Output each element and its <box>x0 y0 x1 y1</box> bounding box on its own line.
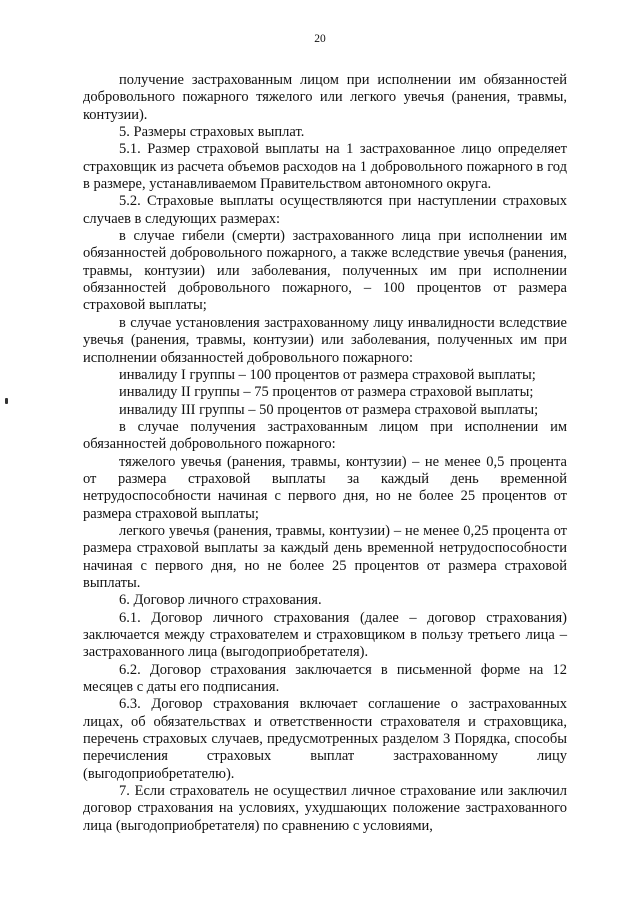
section-heading-6: 6. Договор личного страхования. <box>119 592 322 609</box>
list-item-group-2: инвалиду II группы – 75 процентов от размера страховой выплаты; <box>119 384 534 401</box>
list-item-group-3: инвалиду III группы – 50 процентов от размера страховой выплаты; <box>119 401 539 418</box>
section-heading-5: 5. Размеры страховых выплат. <box>119 124 305 141</box>
scan-artifact-mark <box>5 398 8 404</box>
paragraph-5-1: 5.1. Размер страховой выплаты на 1 застрахованное лицо определяет страховщик из расчета объемов расходов на 1 добровольного пожарного в год в размере, устанавливаемом Правительством автономного округа. <box>83 141 567 193</box>
document-body <box>83 72 567 835</box>
paragraph-6-3: 6.3. Договор страхования включает соглашение о застрахованных лицах, об обязательствах и ответственности страхователя и страховщика, перечень страховых случаев, предусмотренных разделом 3 Порядка, способы перечисления страховых выплат застрахованному лицу (выгодоприобретателю). <box>83 696 567 782</box>
paragraph-injury-case: в случае получения застрахованным лицом при исполнении им обязанностей добровольного пожарного: <box>83 418 567 453</box>
paragraph-5-2: 5.2. Страховые выплаты осуществляются при наступлении страховых случаев в следующих размерах: <box>83 193 567 227</box>
paragraph-light-injury: легкого увечья (ранения, травмы, контузии) – не менее 0,25 процента от размера страховой выплаты за каждый день временной нетрудоспособности начиная с первого дня, но не более 25 процентов от размера страховой выплаты. <box>83 522 567 591</box>
paragraph-death-case: в случае гибели (смерти) застрахованного лица при исполнении им обязанностей добровольного пожарного, а также вследствие увечья (ранения, травмы, контузии) или заболевания, полученных им при исполнении обязанностей добровольного пожарного, – 100 процентов от размера страховой выплаты; <box>83 228 567 314</box>
paragraph-severe-injury: тяжелого увечья (ранения, травмы, контузии) – не менее 0,5 процента от размера страховой выплаты за каждый день временной нетрудоспособности начиная с первого дня, но не более 25 процентов от размера страховой выплаты; <box>83 453 567 522</box>
paragraph-6-1: 6.1. Договор личного страхования (далее – договор страхования) заключается между страхователем и страховщиком в пользу третьего лица – застрахованного лица (выгодоприобретателя). <box>83 609 567 661</box>
list-item-group-1: инвалиду I группы – 100 процентов от размера страховой выплаты; <box>119 366 536 383</box>
paragraph-7: 7. Если страхователь не осуществил личное страхование или заключил договор страхования на условиях, ухудшающих положение застрахованного лица (выгодоприобретателя) по сравнению с условиями, <box>83 783 567 834</box>
paragraph-6-2: 6.2. Договор страхования заключается в письменной форме на 12 месяцев с даты его подписания. <box>83 661 567 696</box>
page-number: 20 <box>314 33 326 45</box>
paragraph-continuation: получение застрахованным лицом при исполнении им обязанностей добровольного пожарного тяжелого или легкого увечья (ранения, травмы, контузии). <box>83 72 567 123</box>
paragraph-disability-case: в случае установления застрахованному лицу инвалидности вследствие увечья (ранения, травмы, контузии) или заболевания, полученных им при исполнении обязанностей добровольного пожарного: <box>83 314 567 366</box>
